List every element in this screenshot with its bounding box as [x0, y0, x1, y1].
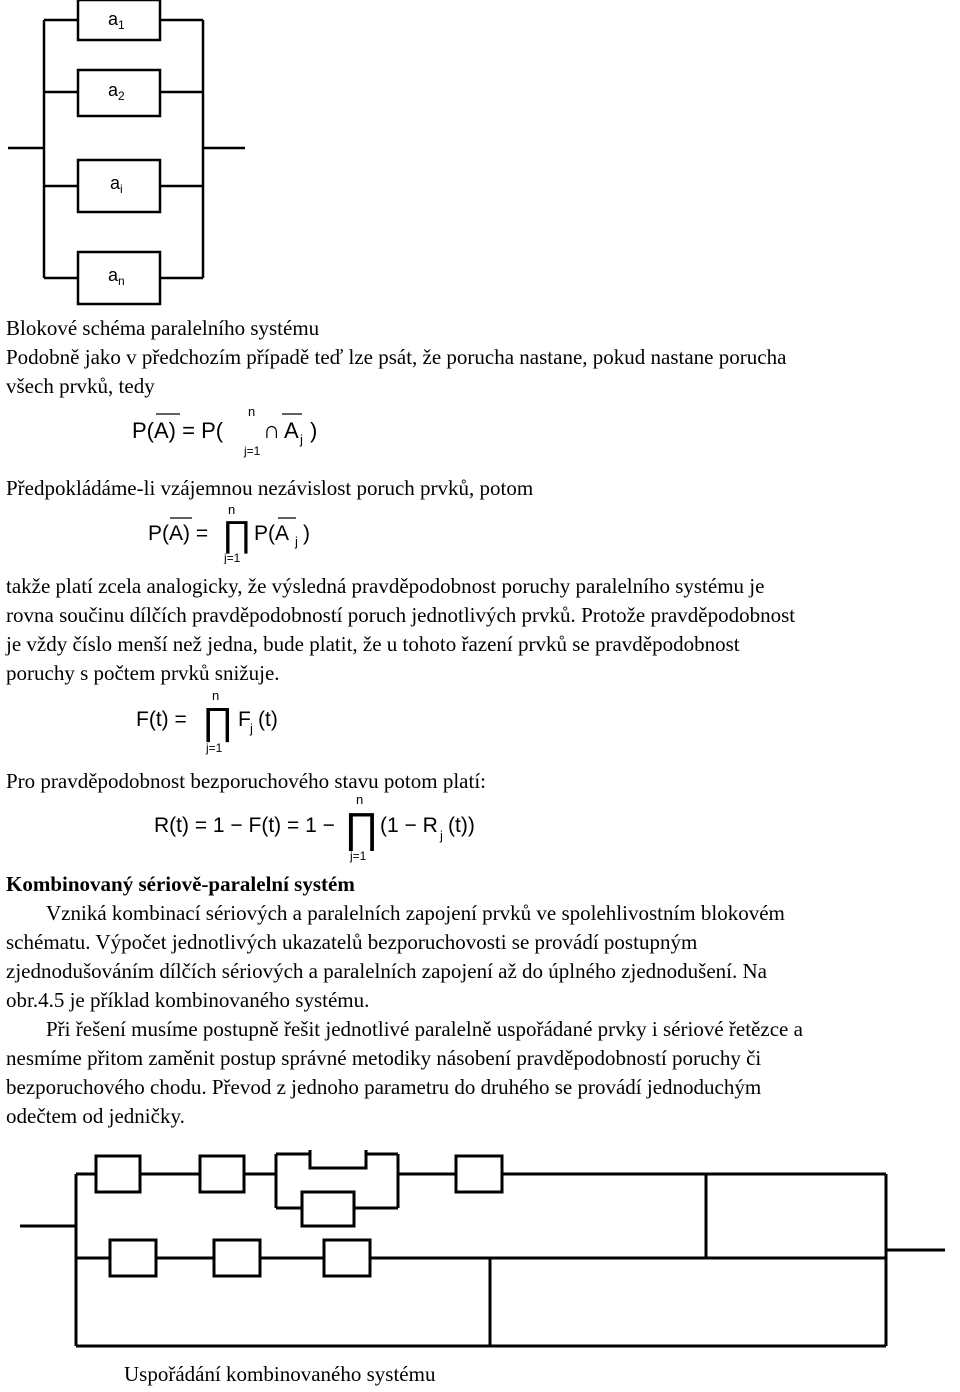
- block-label-a1: $a_1$: [108, 9, 125, 32]
- caption-combined: Uspořádání kombinovaného systému: [124, 1362, 436, 1386]
- svg-text:j: j: [250, 721, 253, 736]
- combined-block: [302, 1192, 354, 1226]
- svg-text:(t): (t): [258, 708, 278, 731]
- formula-intersection: [120, 400, 380, 460]
- combined-block: [214, 1240, 260, 1276]
- svg-text:∩: ∩: [263, 417, 281, 444]
- paragraph-6-line-1: Při řešení musíme postupně řešit jednotlivé paralelně uspořádané prvky i sériové řetězce a: [46, 1017, 803, 1041]
- caption-parallel: Blokové schéma paralelního systému: [6, 316, 320, 340]
- svg-text:∏: ∏: [222, 513, 252, 554]
- paragraph-4: Pro pravděpodobnost bezporuchového stavu potom platí:: [6, 769, 486, 793]
- paragraph-6-line-3: bezporuchového chodu. Převod z jednoho parametru do druhého se provádí jednoduchým: [6, 1075, 762, 1099]
- svg-text:j=1: j=1: [206, 741, 223, 755]
- combined-block: [456, 1156, 502, 1192]
- block-label-a2: $a_2$: [108, 80, 125, 103]
- paragraph-5-line-1: Vzniká kombinací sériových a paralelních zapojení prvků ve spolehlivostním blokovém: [46, 901, 785, 925]
- svg-text:n: n: [212, 688, 220, 703]
- combined-block: [324, 1240, 370, 1276]
- paragraph-2: Předpokládáme-li vzájemnou nezávislost poruch prvků, potom: [6, 476, 534, 500]
- svg-text:n: n: [248, 404, 256, 419]
- paragraph-3-line-2a: rovna součinu dílčích pravděpodobností poruch jednotlivých prvků.: [6, 603, 576, 627]
- combined-block: [310, 1150, 366, 1168]
- combined-block: [96, 1156, 140, 1192]
- paragraph-3-line-2b: Protože pravděpodobnost: [575, 603, 796, 627]
- svg-text:n: n: [356, 792, 364, 807]
- svg-text:F: F: [238, 708, 251, 731]
- paragraph-6-line-2: nesmíme přitom zaměnit postup správné metodiky násobení pravděpodobností poruchy či: [6, 1046, 762, 1070]
- svg-text:∏: ∏: [344, 804, 379, 851]
- svg-text:j: j: [300, 432, 303, 447]
- section-heading-combined: Kombinovaný sériově-paralelní systém: [6, 872, 355, 896]
- svg-text:): ): [310, 418, 318, 443]
- paragraph-1-line-1: Podobně jako v předchozím případě teď lze psát, že porucha nastane, pokud nastane porucha: [6, 345, 787, 369]
- paragraph-3-line-1: takže platí zcela analogicky, že výsledná pravděpodobnost poruchy paralelního systému je: [6, 574, 765, 598]
- svg-text:): ): [303, 522, 310, 545]
- paragraph-3-line-3: je vždy číslo menší než jedna, bude platit, že u tohoto řazení prvků se pravděpodobnost: [6, 632, 740, 656]
- svg-text:n: n: [228, 502, 236, 517]
- svg-text:(t)): (t)): [448, 814, 475, 837]
- paragraph-3-line-2: [6, 601, 795, 630]
- svg-text:j=1: j=1: [224, 551, 241, 564]
- combined-block: [110, 1240, 156, 1276]
- svg-text:R(t) = 1 − F(t) = 1 −: R(t) = 1 − F(t) = 1 −: [154, 814, 335, 837]
- svg-text:F(t) =: F(t) =: [136, 708, 187, 731]
- paragraph-5-line-3: zjednodušováním dílčích sériových a paralelních zapojení až do úplného zjednodušení. Na: [6, 959, 767, 983]
- svg-text:(1 − R: (1 − R: [380, 814, 438, 837]
- svg-text:j: j: [440, 828, 443, 843]
- combined-system-diagram: [0, 1150, 960, 1360]
- paragraph-3-line-4: poruchy s počtem prvků snižuje.: [6, 661, 280, 685]
- svg-text:P(A: P(A: [254, 522, 290, 545]
- paragraph-1-line-2: všech prvků, tedy: [6, 374, 155, 398]
- block-label-an: $a_n$: [108, 265, 125, 288]
- formula-reliability: [150, 790, 510, 866]
- svg-text:∏: ∏: [202, 701, 234, 743]
- svg-text:A: A: [284, 418, 299, 443]
- formula-1-lhs: P(A) = P(: [132, 418, 224, 443]
- svg-text:P(A) =: P(A) =: [148, 522, 209, 545]
- combined-block: [200, 1156, 244, 1192]
- svg-text:j=1: j=1: [244, 444, 261, 458]
- paragraph-5-line-2: schématu. Výpočet jednotlivých ukazatelů bezporuchovosti se provádí postupným: [6, 930, 698, 954]
- formula-failure-product: [130, 686, 310, 756]
- block-label-ai: $a_i$: [110, 173, 123, 196]
- paragraph-5-line-4: obr.4.5 je příklad kombinovaného systému.: [6, 988, 370, 1012]
- formula-product-probability: [140, 500, 340, 564]
- svg-text:j: j: [295, 534, 298, 549]
- paragraph-6-line-4: odečtem od jedničky.: [6, 1104, 185, 1128]
- svg-text:j=1: j=1: [350, 849, 367, 863]
